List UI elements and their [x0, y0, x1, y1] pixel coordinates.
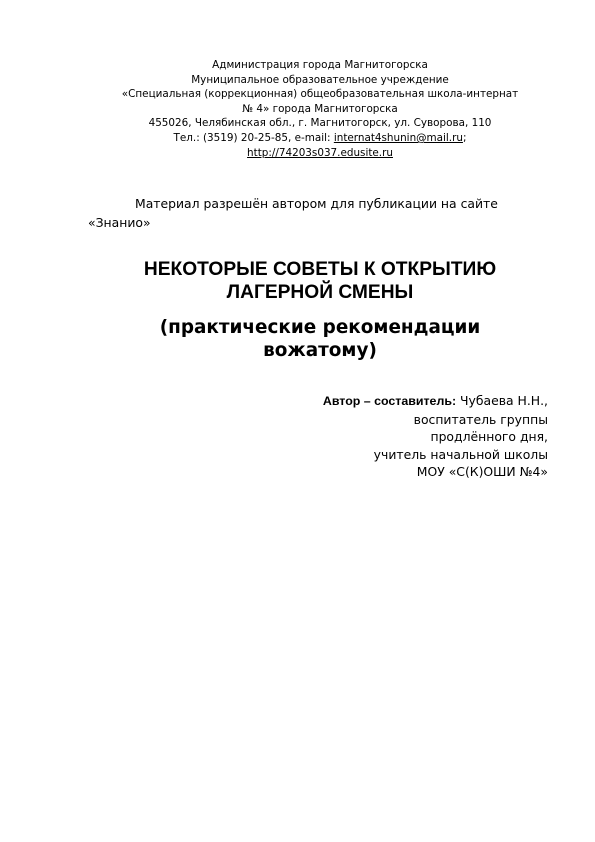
author-line-2: воспитатель группы — [413, 411, 548, 427]
author-line-3: продлённого дня, — [430, 429, 548, 445]
website-line — [70, 146, 570, 161]
school-number-line: № 4» города Магнитогорска — [242, 102, 398, 115]
permission-line-2: «Знанио» — [88, 215, 151, 230]
contact-line — [70, 131, 570, 146]
institution-type-line: Муниципальное образовательное учреждение — [191, 73, 449, 86]
author-line-4: учитель начальной школы — [373, 446, 548, 462]
website-link[interactable]: http://74203s037.edusite.ru — [247, 146, 393, 159]
author-line-5: МОУ «С(К)ОШИ №4» — [416, 464, 548, 480]
document-subtitle — [70, 316, 570, 362]
permission-line-1: Материал разрешён автором для публикации на сайте — [135, 196, 498, 211]
email-link[interactable]: internat4shunin@mail.ru — [333, 131, 463, 144]
document-title — [70, 258, 570, 304]
author-line-1 — [228, 392, 548, 411]
subtitle-line-2: вожатому) — [263, 340, 377, 361]
address-line: 455026, Челябинская обл., г. Магнитогорск, ул. Суворова, 110 — [148, 117, 492, 130]
administration-line: Администрация города Магнитогорска — [212, 59, 428, 71]
publication-permission — [88, 194, 558, 232]
title-line-1: НЕКОТОРЫЕ СОВЕТЫ К ОТКРЫТИЮ — [143, 259, 497, 280]
title-line-2: ЛАГЕРНОЙ СМЕНЫ — [226, 282, 414, 303]
institution-header — [70, 58, 570, 160]
subtitle-line-1: (практические рекомендации — [159, 317, 481, 338]
phone-text: Тел.: (3519) 20-25-85, e-mail: — [173, 131, 334, 144]
school-name-line: «Специальная (коррекционная) общеобразовательная школа-интернат — [121, 88, 519, 101]
author-block — [228, 392, 548, 481]
author-name: Чубаева Н.Н., — [456, 393, 548, 408]
author-label: Автор – составитель: — [322, 394, 457, 408]
email-suffix: ; — [462, 131, 467, 144]
